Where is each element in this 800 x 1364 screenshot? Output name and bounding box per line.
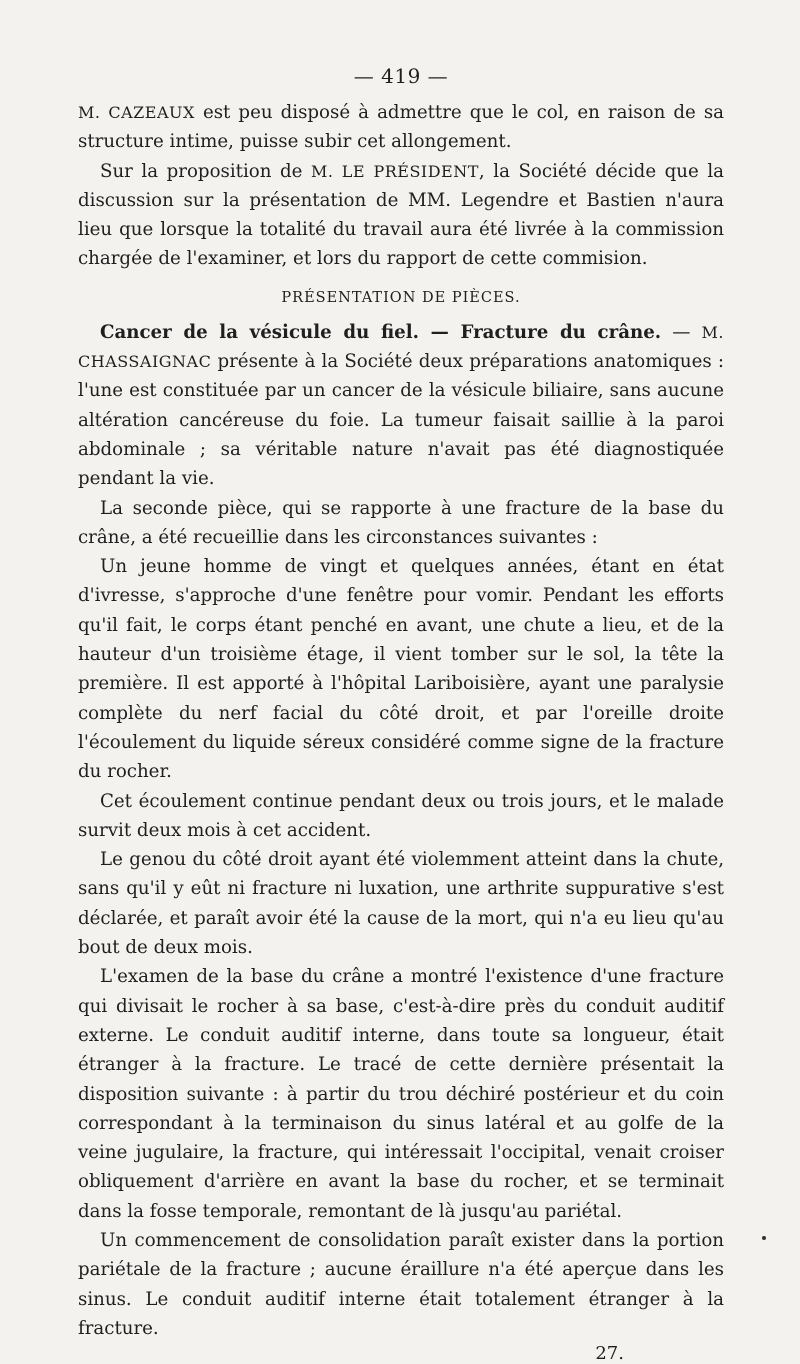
paragraph-text: est peu disposé à admettre que le col, en raison de sa structure intime, puisse subir cet allongement. [78,102,725,153]
section-heading: PRÉSENTATION DE PIÈCES. [281,289,521,306]
paragraph-second-piece: La seconde pièce, qui se rapporte à une fracture de la base du crâne, a été recueillie dans les circonstances suivantes : [78,497,724,548]
paragraph-consolidation: Un commencement de consolidation paraît exister dans la portion pariétale de la fracture ; aucune éraillure n'a été aperçue dans les sinus. Le conduit auditif interne était totalement étranger à la fracture. [78,1229,724,1339]
paragraph-chassaignac [78,318,724,494]
signature-mark: 27. [595,1343,624,1364]
speaker-name: M. CAZEAUX [78,103,195,122]
speaker-name: M. CHASSAIGNAC [78,322,724,372]
separator: — [661,321,702,343]
paragraph-text: Sur la proposition de [100,160,311,182]
case-title: Cancer de la vésicule du fiel. — Fracture du crâne. [100,321,662,343]
paragraph-examination: L'examen de la base du crâne a montré l'existence d'une fracture qui divisait le rocher à sa base, c'est-à-dire près du conduit auditif externe. Le conduit auditif interne, dans toute sa longueur, était étranger à la fracture. Le tracé de cette dernière présentait la disposition suivante : à partir du trou déchiré postérieur et du coin correspondant à la terminaison du sinus latéral et au golfe de la veine jugulaire, la fracture, qui intéressait l'occipital, venait croiser obliquement d'arrière en avant la base du rocher, et se terminait dans la fosse temporale, remontant de là jusqu'au pariétal. [78,966,724,1222]
paragraph-case-history: Un jeune homme de vingt et quelques années, étant en état d'ivresse, s'approche d'une fenêtre pour vomir. Pendant les efforts qu'il fait, le corps étant penché en avant, une chute a lieu, et de la hauteur d'un troisième étage, il vient tomber sur le sol, la tête la première. Il est apporté à l'hôpital Lariboisière, ayant une paralysie complète du nerf facial du côté droit, et par l'oreille droite l'écoulement du liquide séreux considéré comme signe de la fracture du rocher. [78,556,724,783]
paragraph-president [78,157,724,274]
paragraph-cazeaux [78,98,724,157]
paragraph-discharge: Cet écoulement continue pendant deux ou trois jours, et le malade survit deux mois à cet accident. [78,790,724,841]
speaker-name: M. LE PRÉSIDENT [310,161,479,181]
paragraph-text: , la Société décide que la discussion sur la présentation de MM. Legendre et Bastien n'aura lieu que lorsque la totalité du travail aura été livrée à la commission chargée de l'examiner, et lors du rapport de cette commision. [78,160,724,270]
page-number: — 419 — [353,64,449,88]
paragraph-text: présente à la Société deux préparations anatomiques : l'une est constituée par un cancer de la vésicule biliaire, sans aucune altération cancéreuse du foie. La tumeur faisait saillie à la paroi abdominale ; sa véritable nature n'avait pas été diagnostiquée pendant la vie. [78,351,724,490]
document-page [78,64,724,1364]
paragraph-knee: Le genou du côté droit ayant été violemment atteint dans la chute, sans qu'il y eût ni fracture ni luxation, une arthrite suppurative s'est déclarée, et paraît avoir été la cause de la mort, qui n'a eu lieu qu'au bout de deux mois. [78,849,724,959]
print-speck [762,1236,766,1240]
